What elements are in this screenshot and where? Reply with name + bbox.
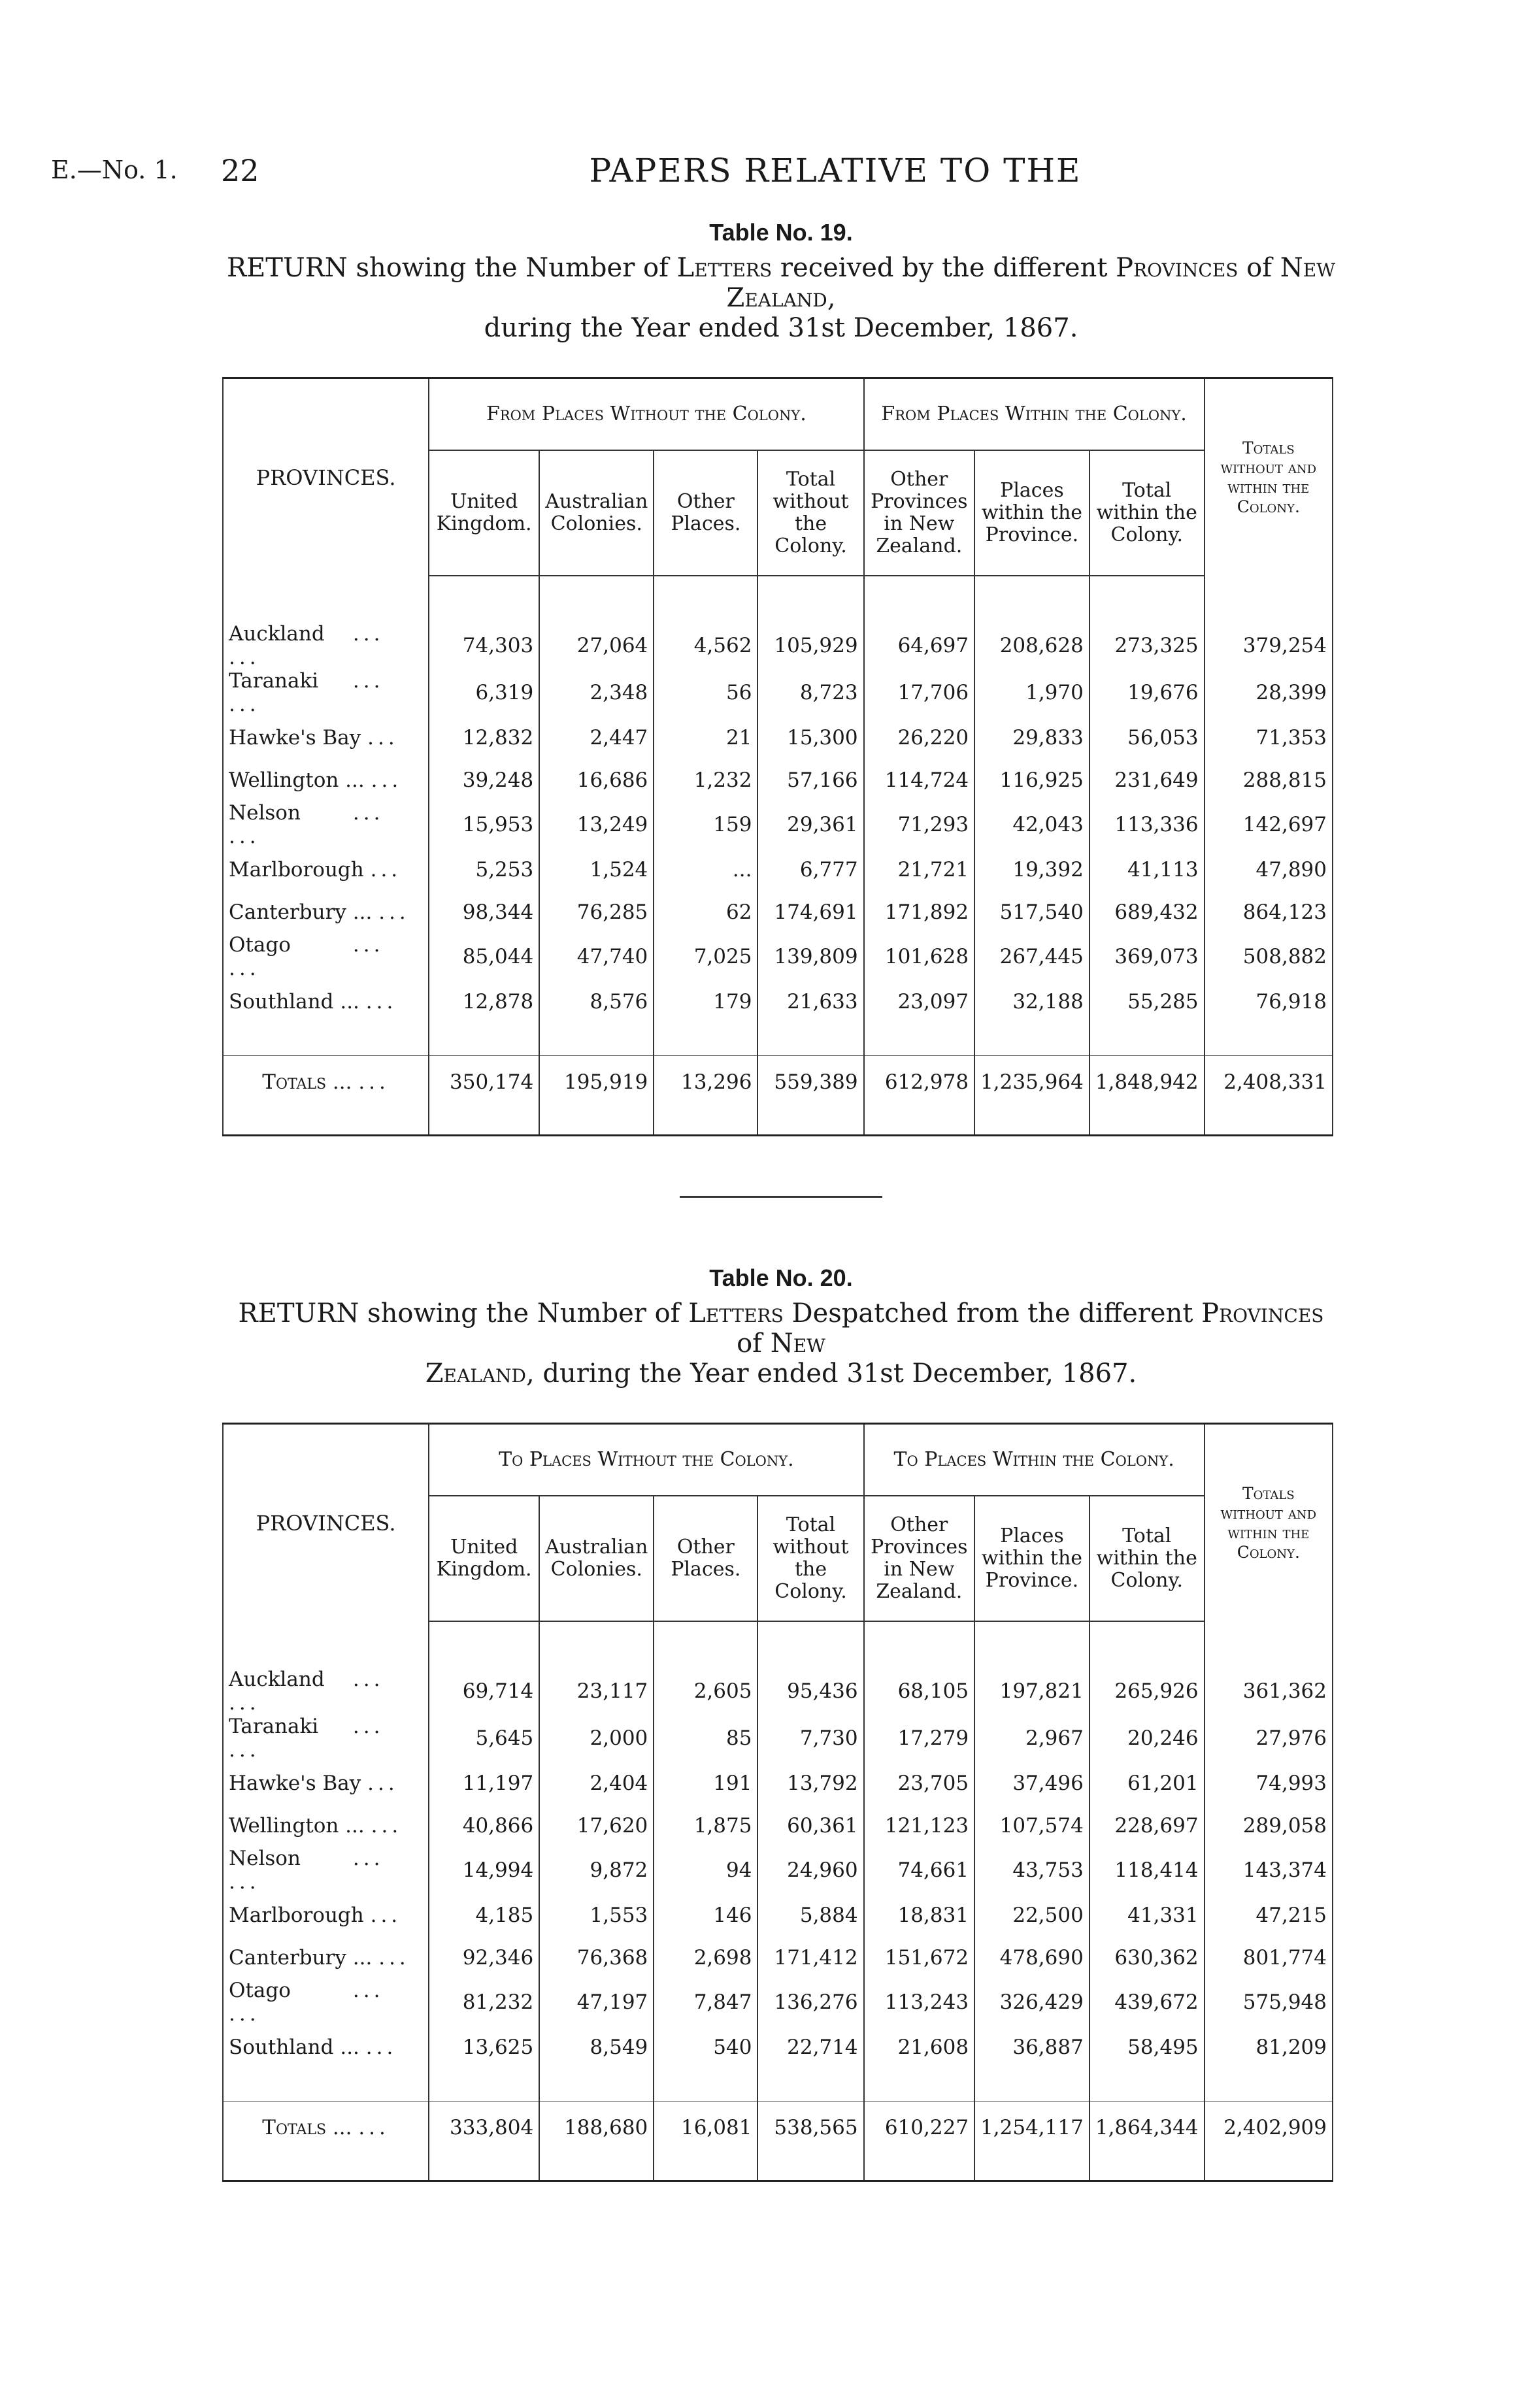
cell: 113,243 (864, 1979, 974, 2026)
leader-dots: ... ... (229, 1668, 384, 1715)
cell: 630,362 (1089, 1936, 1205, 1979)
cell: 95,436 (757, 1668, 863, 1715)
table-row (223, 1936, 1333, 1979)
cell: 538,565 (757, 2102, 863, 2154)
caption-text: Zealand, (425, 1359, 535, 1389)
cell: 58,495 (1089, 2026, 1205, 2068)
cell: 174,691 (757, 891, 863, 933)
cell: 179 (654, 980, 757, 1023)
province-name: Auckland (229, 1668, 325, 1691)
caption-text: Despatched from the different (783, 1298, 1202, 1328)
cell: 188,680 (539, 2102, 654, 2154)
cell: 94 (654, 1847, 757, 1894)
cell: 16,081 (654, 2102, 757, 2154)
table-row (223, 891, 1333, 933)
cell: 1,553 (539, 1894, 654, 1936)
cell: 71,353 (1205, 716, 1333, 759)
cell: 1,864,344 (1089, 2102, 1205, 2154)
cell: 41,113 (1089, 848, 1205, 891)
column-header-united-kingdom: United Kingdom. (429, 450, 539, 576)
cell: ... (654, 848, 757, 891)
cell: 107,574 (974, 1804, 1089, 1847)
caption-text: of (1238, 253, 1280, 283)
cell: 16,686 (539, 759, 654, 801)
table-20-number: Table No. 20. (709, 1264, 853, 1291)
leader-dots: ... ... (229, 933, 384, 980)
cell: 5,253 (429, 848, 539, 891)
page-title: PAPERS RELATIVE TO THE (589, 152, 1082, 190)
cell: 71,293 (864, 801, 974, 848)
table-row (223, 622, 1333, 669)
cell: 8,723 (757, 669, 863, 716)
cell: 540 (654, 2026, 757, 2068)
cell: 13,625 (429, 2026, 539, 2068)
caption-text: New Zealand, (726, 253, 1335, 313)
cell: 92,346 (429, 1936, 539, 1979)
cell: 350,174 (429, 1056, 539, 1109)
caption-text: during the Year ended 31st December, 1867. (484, 313, 1078, 343)
province-name: Otago (229, 1979, 291, 2002)
column-header-total-within: Total within the Colony. (1089, 450, 1205, 576)
cell: 74,993 (1205, 1762, 1333, 1804)
cell: 559,389 (757, 1056, 863, 1109)
totals-label: Totals ... (262, 1070, 352, 1094)
cell: 508,882 (1205, 933, 1333, 980)
table-19-caption (222, 253, 1340, 343)
column-header-within-province: Places within the Province. (974, 450, 1089, 576)
cell: 81,209 (1205, 2026, 1333, 2068)
cell: 8,576 (539, 980, 654, 1023)
cell: 8,549 (539, 2026, 654, 2068)
table-20 (222, 1423, 1333, 2182)
cell: 76,368 (539, 1936, 654, 1979)
cell: 15,953 (429, 801, 539, 848)
leader-dots: ... (378, 1945, 410, 1970)
leader-dots: ... ... (229, 1715, 384, 1762)
leader-dots: ... ... (229, 1979, 384, 2026)
totals-row (223, 2102, 1333, 2154)
cell: 22,500 (974, 1894, 1089, 1936)
cell: 76,918 (1205, 980, 1333, 1023)
province-name: Nelson (229, 801, 301, 825)
cell: 98,344 (429, 891, 539, 933)
table-row (223, 848, 1333, 891)
group-header-within: From Places Within the Colony. (864, 378, 1205, 451)
caption-text: during the Year ended 31st December, 1867. (534, 1359, 1137, 1389)
table-20-caption (222, 1298, 1340, 1389)
province-name: Wellington ... (229, 1813, 365, 1838)
cell: 12,832 (429, 716, 539, 759)
leader-dots: ... (365, 989, 397, 1014)
cell: 47,197 (539, 1979, 654, 2026)
table-row (223, 1668, 1333, 1715)
cell: 47,890 (1205, 848, 1333, 891)
cell: 273,325 (1089, 622, 1205, 669)
cell: 74,303 (429, 622, 539, 669)
province-name: Otago (229, 933, 291, 957)
cell: 2,447 (539, 716, 654, 759)
caption-text: New (770, 1328, 825, 1359)
table-row (223, 759, 1333, 801)
cell: 4,185 (429, 1894, 539, 1936)
cell: 17,706 (864, 669, 974, 716)
cell: 39,248 (429, 759, 539, 801)
cell: 57,166 (757, 759, 863, 801)
cell: 369,073 (1089, 933, 1205, 980)
leader-dots: ... (370, 1903, 402, 1927)
cell: 23,705 (864, 1762, 974, 1804)
province-name: Hawke's Bay (229, 725, 361, 750)
cell: 7,730 (757, 1715, 863, 1762)
cell: 151,672 (864, 1936, 974, 1979)
cell: 21,721 (864, 848, 974, 891)
totals-column-header: Totals without and within the Colony. (1205, 378, 1333, 576)
table-row (223, 801, 1333, 848)
cell: 32,188 (974, 980, 1089, 1023)
cell: 19,392 (974, 848, 1089, 891)
cell: 17,279 (864, 1715, 974, 1762)
cell: 2,605 (654, 1668, 757, 1715)
table-row (223, 980, 1333, 1023)
cell: 439,672 (1089, 1979, 1205, 2026)
cell: 14,994 (429, 1847, 539, 1894)
table-row (223, 1894, 1333, 1936)
cell: 24,960 (757, 1847, 863, 1894)
table-19-block (222, 219, 1340, 1136)
cell: 6,777 (757, 848, 863, 891)
group-header-without: From Places Without the Colony. (429, 378, 863, 451)
cell: 23,097 (864, 980, 974, 1023)
column-header-within-province: Places within the Province. (974, 1496, 1089, 1621)
table-19 (222, 377, 1333, 1136)
cell: 13,296 (654, 1056, 757, 1109)
cell: 2,348 (539, 669, 654, 716)
cell: 1,970 (974, 669, 1089, 716)
cell: 1,235,964 (974, 1056, 1089, 1109)
cell: 478,690 (974, 1936, 1089, 1979)
cell: 85 (654, 1715, 757, 1762)
table-row (223, 933, 1333, 980)
cell: 42,043 (974, 801, 1089, 848)
cell: 81,232 (429, 1979, 539, 2026)
province-name: Canterbury ... (229, 1945, 373, 1970)
leader-dots: ... (378, 900, 410, 924)
cell: 864,123 (1205, 891, 1333, 933)
caption-text: received by the different (772, 253, 1116, 283)
table-row (223, 1804, 1333, 1847)
cell: 74,661 (864, 1847, 974, 1894)
cell: 267,445 (974, 933, 1089, 980)
cell: 228,697 (1089, 1804, 1205, 1847)
cell: 171,412 (757, 1936, 863, 1979)
cell: 2,000 (539, 1715, 654, 1762)
province-name: Taranaki (229, 669, 319, 693)
cell: 6,319 (429, 669, 539, 716)
cell: 19,676 (1089, 669, 1205, 716)
cell: 27,976 (1205, 1715, 1333, 1762)
cell: 136,276 (757, 1979, 863, 2026)
cell: 21,608 (864, 2026, 974, 2068)
cell: 101,628 (864, 933, 974, 980)
cell: 68,105 (864, 1668, 974, 1715)
cell: 265,926 (1089, 1668, 1205, 1715)
cell: 29,833 (974, 716, 1089, 759)
cell: 1,875 (654, 1804, 757, 1847)
leader-dots: ... (367, 1771, 399, 1795)
cell: 2,698 (654, 1936, 757, 1979)
cell: 114,724 (864, 759, 974, 801)
cell: 801,774 (1205, 1936, 1333, 1979)
cell: 76,285 (539, 891, 654, 933)
cell: 55,285 (1089, 980, 1205, 1023)
totals-label: Totals ... (262, 2116, 352, 2139)
cell: 5,645 (429, 1715, 539, 1762)
cell: 113,336 (1089, 801, 1205, 848)
cell: 333,804 (429, 2102, 539, 2154)
column-header-other-places: Other Places. (654, 1496, 757, 1621)
table-19-number: Table No. 19. (709, 219, 853, 246)
cell: 195,919 (539, 1056, 654, 1109)
province-name: Auckland (229, 622, 325, 646)
cell: 62 (654, 891, 757, 933)
leader-dots: ... (365, 2035, 397, 2059)
leader-dots: ... (370, 857, 402, 882)
table-row (223, 669, 1333, 716)
cell: 575,948 (1205, 1979, 1333, 2026)
cell: 9,872 (539, 1847, 654, 1894)
cell: 689,432 (1089, 891, 1205, 933)
cell: 43,753 (974, 1847, 1089, 1894)
leader-dots: ... (358, 1070, 390, 1094)
cell: 69,714 (429, 1668, 539, 1715)
cell: 361,362 (1205, 1668, 1333, 1715)
cell: 40,866 (429, 1804, 539, 1847)
cell: 7,847 (654, 1979, 757, 2026)
group-header-without: To Places Without the Colony. (429, 1424, 863, 1496)
cell: 1,254,117 (974, 2102, 1089, 2154)
column-header-other-provinces: Other Provinces in New Zealand. (864, 450, 974, 576)
cell: 2,967 (974, 1715, 1089, 1762)
cell: 20,246 (1089, 1715, 1205, 1762)
cell: 41,331 (1089, 1894, 1205, 1936)
caption-text: Provinces (1201, 1298, 1324, 1328)
province-name: Hawke's Bay (229, 1771, 361, 1795)
table-row (223, 1715, 1333, 1762)
cell: 29,361 (757, 801, 863, 848)
province-name: Southland ... (229, 2035, 359, 2059)
cell: 1,232 (654, 759, 757, 801)
cell: 1,848,942 (1089, 1056, 1205, 1109)
leader-dots: ... ... (229, 1847, 384, 1894)
leader-dots: ... (371, 768, 403, 792)
province-name: Southland ... (229, 989, 359, 1014)
cell: 142,697 (1205, 801, 1333, 848)
caption-text: RETURN showing the Number of (226, 253, 677, 283)
column-header-total-within: Total within the Colony. (1089, 1496, 1205, 1621)
cell: 56 (654, 669, 757, 716)
page-header (51, 152, 1358, 195)
leader-dots: ... (367, 725, 399, 750)
cell: 21 (654, 716, 757, 759)
leader-dots: ... (358, 2116, 390, 2139)
provinces-header: PROVINCES. (223, 378, 429, 576)
table-row (223, 2026, 1333, 2068)
province-name: Taranaki (229, 1715, 319, 1738)
cell: 85,044 (429, 933, 539, 980)
province-name: Marlborough (229, 857, 364, 882)
cell: 171,892 (864, 891, 974, 933)
cell: 22,714 (757, 2026, 863, 2068)
cell: 12,878 (429, 980, 539, 1023)
cell: 26,220 (864, 716, 974, 759)
province-name: Wellington ... (229, 768, 365, 792)
cell: 612,978 (864, 1056, 974, 1109)
cell: 18,831 (864, 1894, 974, 1936)
caption-text: RETURN showing the Number of (238, 1298, 689, 1328)
cell: 379,254 (1205, 622, 1333, 669)
cell: 17,620 (539, 1804, 654, 1847)
cell: 139,809 (757, 933, 863, 980)
cell: 64,697 (864, 622, 974, 669)
column-header-total-without: Total without the Colony. (757, 450, 863, 576)
cell: 146 (654, 1894, 757, 1936)
cell: 13,249 (539, 801, 654, 848)
cell: 5,884 (757, 1894, 863, 1936)
cell: 13,792 (757, 1762, 863, 1804)
cell: 610,227 (864, 2102, 974, 2154)
table-row (223, 1979, 1333, 2026)
cell: 197,821 (974, 1668, 1089, 1715)
table-row (223, 1847, 1333, 1894)
cell: 21,633 (757, 980, 863, 1023)
column-header-other-provinces: Other Provinces in New Zealand. (864, 1496, 974, 1621)
column-header-australian-colonies: Australian Colonies. (539, 1496, 654, 1621)
totals-row (223, 1056, 1333, 1109)
cell: 27,064 (539, 622, 654, 669)
column-header-other-places: Other Places. (654, 450, 757, 576)
cell: 1,524 (539, 848, 654, 891)
column-header-united-kingdom: United Kingdom. (429, 1496, 539, 1621)
table-20-block (222, 1264, 1340, 2182)
group-header-within: To Places Within the Colony. (864, 1424, 1205, 1496)
cell: 7,025 (654, 933, 757, 980)
cell: 118,414 (1089, 1847, 1205, 1894)
document-reference: E.—No. 1. (51, 156, 178, 184)
caption-text: of (737, 1328, 771, 1359)
leader-dots: ... (371, 1813, 403, 1838)
cell: 37,496 (974, 1762, 1089, 1804)
cell: 288,815 (1205, 759, 1333, 801)
cell: 143,374 (1205, 1847, 1333, 1894)
caption-text: Letters (676, 253, 773, 283)
cell: 231,649 (1089, 759, 1205, 801)
province-name: Marlborough (229, 1903, 364, 1927)
table-row (223, 716, 1333, 759)
province-name: Nelson (229, 1847, 301, 1870)
cell: 15,300 (757, 716, 863, 759)
page-number: 22 (221, 153, 259, 188)
cell: 11,197 (429, 1762, 539, 1804)
leader-dots: ... ... (229, 622, 384, 669)
cell: 116,925 (974, 759, 1089, 801)
province-name: Canterbury ... (229, 900, 373, 924)
cell: 56,053 (1089, 716, 1205, 759)
cell: 2,408,331 (1205, 1056, 1333, 1109)
cell: 517,540 (974, 891, 1089, 933)
totals-column-header: Totals without and within the Colony. (1205, 1424, 1333, 1622)
cell: 60,361 (757, 1804, 863, 1847)
cell: 208,628 (974, 622, 1089, 669)
leader-dots: ... ... (229, 801, 384, 848)
table-row (223, 1762, 1333, 1804)
cell: 2,404 (539, 1762, 654, 1804)
cell: 61,201 (1089, 1762, 1205, 1804)
cell: 289,058 (1205, 1804, 1333, 1847)
cell: 191 (654, 1762, 757, 1804)
cell: 47,215 (1205, 1894, 1333, 1936)
caption-text: Letters (688, 1298, 784, 1328)
cell: 159 (654, 801, 757, 848)
cell: 36,887 (974, 2026, 1089, 2068)
cell: 23,117 (539, 1668, 654, 1715)
cell: 121,123 (864, 1804, 974, 1847)
leader-dots: ... ... (229, 669, 384, 716)
cell: 4,562 (654, 622, 757, 669)
cell: 47,740 (539, 933, 654, 980)
cell: 2,402,909 (1205, 2102, 1333, 2154)
column-header-total-without: Total without the Colony. (757, 1496, 863, 1621)
cell: 105,929 (757, 622, 863, 669)
column-header-australian-colonies: Australian Colonies. (539, 450, 654, 576)
cell: 28,399 (1205, 669, 1333, 716)
cell: 326,429 (974, 1979, 1089, 2026)
caption-text: Provinces (1116, 253, 1239, 283)
section-divider (680, 1196, 882, 1198)
provinces-header: PROVINCES. (223, 1424, 429, 1622)
